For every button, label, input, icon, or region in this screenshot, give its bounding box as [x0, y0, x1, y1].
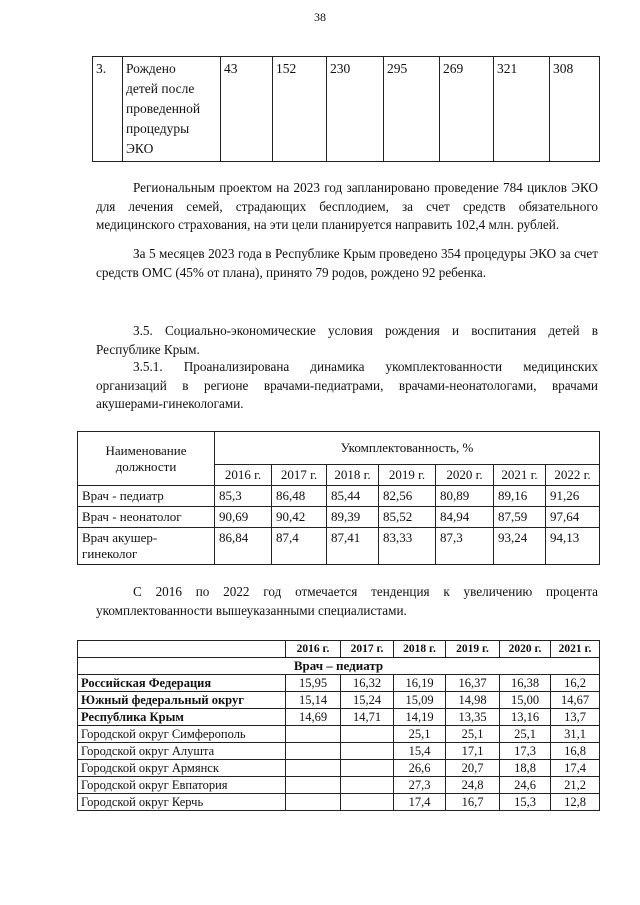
year-header: 2021 г. [551, 641, 600, 658]
section-heading-3-5: 3.5. Социально-экономические условия рождения и воспитания детей в Республике Крым. [96, 323, 598, 357]
region-name: Российская Федерация [78, 675, 286, 692]
value-cell: 90,69 [215, 507, 272, 528]
region-name: Городской округ Алушта [78, 743, 286, 760]
label-line: ЭКО [126, 141, 154, 156]
value-cell: 31,1 [551, 726, 600, 743]
value-cell: 17,3 [500, 743, 551, 760]
value-cell: 43 [221, 57, 273, 162]
value-cell: 93,24 [494, 528, 546, 565]
value-cell: 24,6 [500, 777, 551, 794]
value-cell: 13,7 [551, 709, 600, 726]
value-cell: 13,16 [500, 709, 551, 726]
value-cell: 89,16 [494, 486, 546, 507]
value-cell: 25,1 [500, 726, 551, 743]
value-cell: 14,71 [341, 709, 394, 726]
region-name: Республика Крым [78, 709, 286, 726]
year-header: 2017 г. [272, 465, 327, 486]
table-row [78, 507, 600, 528]
value-cell [286, 760, 341, 777]
header-staffing: Укомплектованность, % [215, 432, 600, 465]
value-cell: 25,1 [446, 726, 500, 743]
value-cell: 85,3 [215, 486, 272, 507]
value-cell: 87,3 [436, 528, 494, 565]
table-row [78, 794, 600, 811]
row-number: 3. [93, 57, 123, 162]
region-name: Городской округ Керчь [78, 794, 286, 811]
year-header: 2016 г. [215, 465, 272, 486]
value-cell: 14,69 [286, 709, 341, 726]
year-header: 2022 г. [546, 465, 600, 486]
table-row [78, 486, 600, 507]
section-title: Врач – педиатр [78, 658, 600, 675]
table-row [93, 57, 600, 162]
value-cell: 18,8 [500, 760, 551, 777]
paragraph-3-5-1: 3.5.1. Проанализирована динамика укомплектованности медицинских организаций в регионе врачами-педиатрами, врачами-неонатологами, врачами акушерами-гинекологами. [96, 359, 598, 411]
value-cell: 24,8 [446, 777, 500, 794]
value-cell: 15,4 [394, 743, 446, 760]
value-cell: 15,24 [341, 692, 394, 709]
value-cell: 83,33 [379, 528, 436, 565]
table-row [78, 743, 600, 760]
value-cell: 269 [440, 57, 494, 162]
value-cell: 16,2 [551, 675, 600, 692]
value-cell [286, 794, 341, 811]
table-row [78, 777, 600, 794]
value-cell: 16,8 [551, 743, 600, 760]
value-cell: 15,14 [286, 692, 341, 709]
paragraph-eco-plan: Региональным проектом на 2023 год запланировано проведение 784 циклов ЭКО для лечения семей, страдающих бесплодием, за счет средств обязательного медицинского страхования, на эти цели планируется направить 102,4 млн. рублей. [96, 180, 598, 232]
region-name: Городской округ Симферополь [78, 726, 286, 743]
year-header: 2021 г. [494, 465, 546, 486]
value-cell: 12,8 [551, 794, 600, 811]
value-cell: 15,09 [394, 692, 446, 709]
value-cell [341, 726, 394, 743]
value-cell: 87,59 [494, 507, 546, 528]
regional-pediatric-table [77, 640, 600, 811]
value-cell: 94,13 [546, 528, 600, 565]
value-cell: 17,1 [446, 743, 500, 760]
value-cell: 89,39 [327, 507, 379, 528]
region-name: Городской округ Евпатория [78, 777, 286, 794]
year-header-row [78, 641, 600, 658]
value-cell: 82,56 [379, 486, 436, 507]
value-cell: 16,7 [446, 794, 500, 811]
value-cell: 25,1 [394, 726, 446, 743]
value-cell: 16,19 [394, 675, 446, 692]
row-label [123, 57, 221, 162]
header-position: Наименование должности [78, 432, 215, 486]
value-cell: 27,3 [394, 777, 446, 794]
value-cell: 16,38 [500, 675, 551, 692]
region-name: Городской округ Армянск [78, 760, 286, 777]
value-cell: 15,00 [500, 692, 551, 709]
value-cell: 85,52 [379, 507, 436, 528]
year-header: 2020 г. [500, 641, 551, 658]
position-name: Врач - неонатолог [78, 507, 215, 528]
value-cell: 91,26 [546, 486, 600, 507]
year-header: 2019 г. [446, 641, 500, 658]
paragraph-trend: С 2016 по 2022 год отмечается тенденция к увеличению процента укомплектованности вышеуказанными специалистами. [96, 584, 598, 618]
value-cell: 152 [273, 57, 327, 162]
value-cell: 14,19 [394, 709, 446, 726]
value-cell: 15,95 [286, 675, 341, 692]
label-line: Рождено [126, 61, 176, 76]
value-cell: 16,37 [446, 675, 500, 692]
year-header: 2018 г. [394, 641, 446, 658]
value-cell: 84,94 [436, 507, 494, 528]
value-cell: 321 [494, 57, 550, 162]
value-cell: 308 [550, 57, 600, 162]
table-row [78, 726, 600, 743]
value-cell: 17,4 [394, 794, 446, 811]
staffing-table [77, 431, 600, 565]
value-cell [341, 760, 394, 777]
value-cell [286, 777, 341, 794]
value-cell: 295 [384, 57, 440, 162]
value-cell [341, 743, 394, 760]
year-header: 2018 г. [327, 465, 379, 486]
table-row [78, 709, 600, 726]
value-cell: 80,89 [436, 486, 494, 507]
position-name: Врач акушер-гинеколог [78, 528, 215, 565]
year-header: 2016 г. [286, 641, 341, 658]
value-cell: 85,44 [327, 486, 379, 507]
value-cell [286, 726, 341, 743]
value-cell: 17,4 [551, 760, 600, 777]
value-cell: 87,4 [272, 528, 327, 565]
value-cell: 86,84 [215, 528, 272, 565]
position-name: Врач - педиатр [78, 486, 215, 507]
page-number: 38 [314, 10, 326, 24]
region-name: Южный федеральный округ [78, 692, 286, 709]
value-cell: 21,2 [551, 777, 600, 794]
value-cell: 13,35 [446, 709, 500, 726]
year-header: 2017 г. [341, 641, 394, 658]
table-row [78, 760, 600, 777]
value-cell: 15,3 [500, 794, 551, 811]
value-cell [341, 794, 394, 811]
value-cell [341, 777, 394, 794]
value-cell [286, 743, 341, 760]
year-header: 2020 г. [436, 465, 494, 486]
value-cell: 87,41 [327, 528, 379, 565]
value-cell: 86,48 [272, 486, 327, 507]
value-cell: 16,32 [341, 675, 394, 692]
label-line: процедуры [126, 121, 190, 136]
label-line: детей после [126, 81, 195, 96]
table-row [78, 692, 600, 709]
value-cell: 20,7 [446, 760, 500, 777]
paragraph-eco-5-months: За 5 месяцев 2023 года в Республике Крым проведено 354 процедуры ЭКО за счет средств ОМС (45% от плана), принято 79 родов, рождено 92 ребенка. [96, 246, 598, 280]
value-cell: 90,42 [272, 507, 327, 528]
value-cell: 26,6 [394, 760, 446, 777]
value-cell: 230 [327, 57, 384, 162]
empty-header-cell [78, 641, 286, 658]
year-header: 2019 г. [379, 465, 436, 486]
label-line: проведенной [126, 101, 201, 116]
table-row [78, 528, 600, 565]
value-cell: 14,67 [551, 692, 600, 709]
table-row [78, 675, 600, 692]
value-cell: 14,98 [446, 692, 500, 709]
eco-births-table [92, 56, 600, 162]
value-cell: 97,64 [546, 507, 600, 528]
